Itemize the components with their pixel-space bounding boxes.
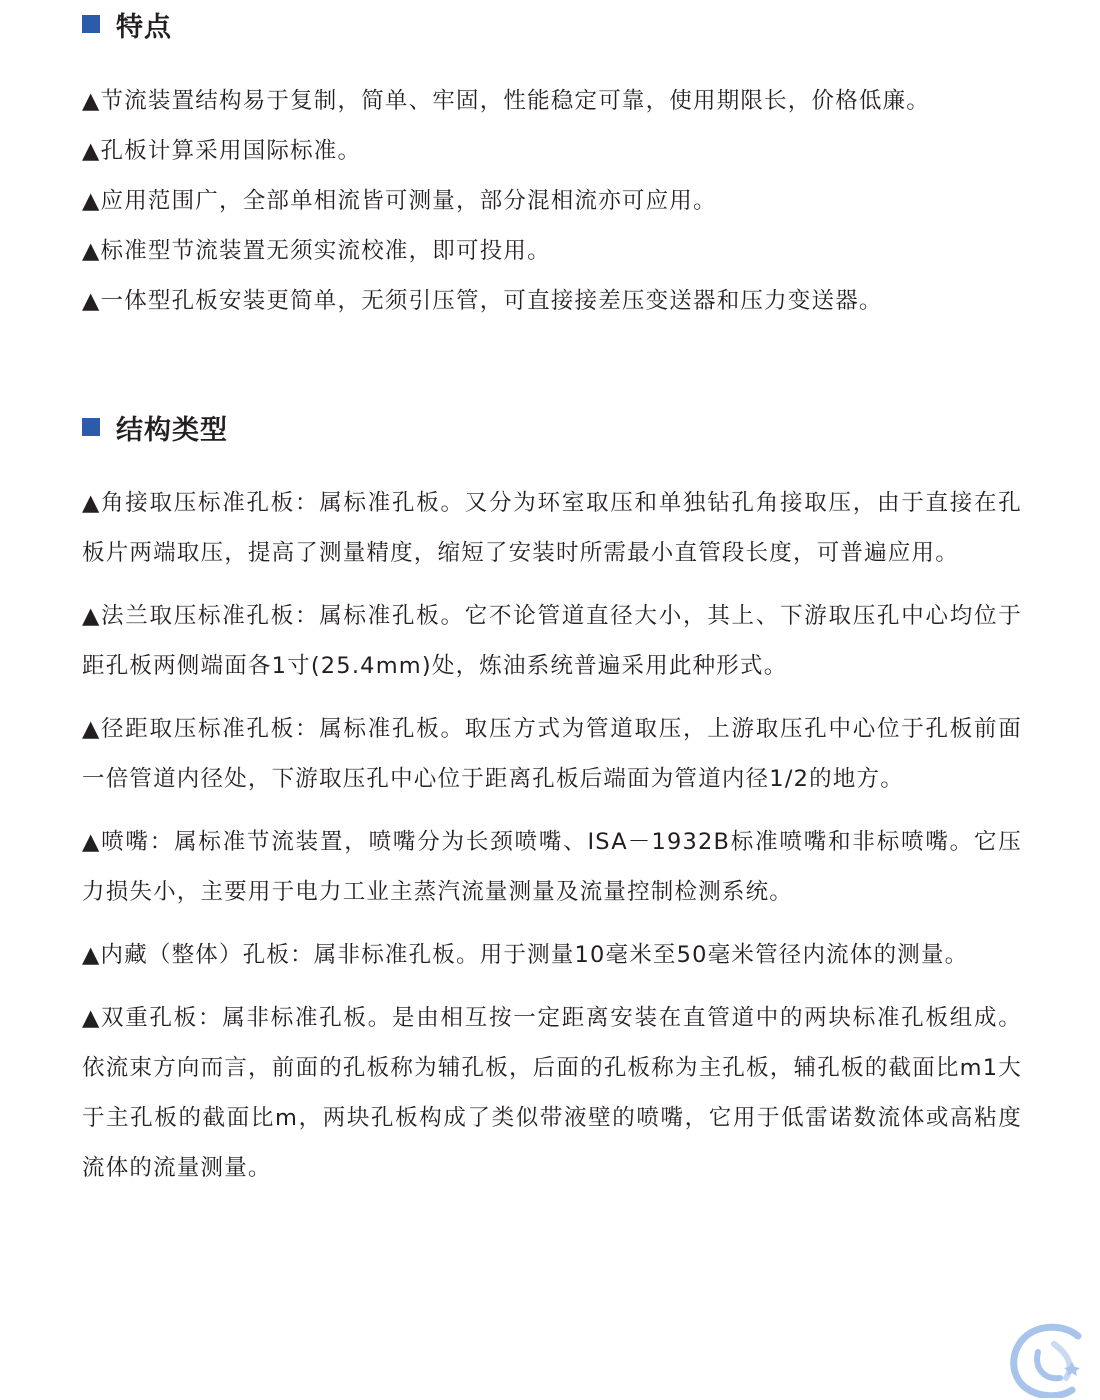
structure-type-item: ▲径距取压标准孔板：属标准孔板。取压方式为管道取压，上游取压孔中心位于孔板前面一倍管道内径处，下游取压孔中心位于距离孔板后端面为管道内径1/2的地方。	[82, 716, 1022, 792]
features-list	[82, 76, 1022, 326]
structure-type-item: ▲法兰取压标准孔板：属标准孔板。它不论管道直径大小，其上、下游取压孔中心均位于距孔板两侧端面各1寸(25.4mm)处，炼油系统普遍采用此种形式。	[82, 603, 1022, 679]
section-heading-structure-types	[82, 407, 228, 447]
section-heading-features	[82, 4, 172, 44]
feature-item: ▲孔板计算采用国际标准。	[82, 138, 362, 164]
feature-item: ▲节流装置结构易于复制，简单、牢固，性能稳定可靠，使用期限长，价格低廉。	[82, 88, 931, 114]
feature-item: ▲一体型孔板安装更简单，无须引压管，可直接接差压变送器和压力变送器。	[82, 288, 883, 314]
heading-square-icon	[82, 418, 100, 436]
section-title-structure-types: 结构类型	[116, 414, 228, 446]
structure-type-item: ▲内藏（整体）孔板：属非标准孔板。用于测量10毫米至50毫米管径内流体的测量。	[82, 942, 969, 968]
structure-type-item: ▲喷嘴：属标准节流装置，喷嘴分为长颈喷嘴、ISA－1932B标准喷嘴和非标喷嘴。它压力损失小，主要用于电力工业主蒸汽流量测量及流量控制检测系统。	[82, 829, 1022, 905]
section-title-features: 特点	[116, 11, 172, 43]
structure-type-item: ▲角接取压标准孔板：属标准孔板。又分为环室取压和单独钻孔角接取压，由于直接在孔板片两端取压，提高了测量精度，缩短了安装时所需最小直管段长度，可普遍应用。	[82, 490, 1022, 566]
watermark-logo-icon	[1008, 1322, 1086, 1398]
feature-item: ▲标准型节流装置无须实流校准，即可投用。	[82, 238, 551, 264]
feature-item: ▲应用范围广，全部单相流皆可测量，部分混相流亦可应用。	[82, 188, 717, 214]
heading-square-icon	[82, 15, 100, 33]
structure-type-item: ▲双重孔板：属非标准孔板。是由相互按一定距离安装在直管道中的两块标准孔板组成。依流束方向而言，前面的孔板称为辅孔板，后面的孔板称为主孔板，辅孔板的截面比m1大于主孔板的截面比m，两块孔板构成了类似带液壁的喷嘴，它用于低雷诺数流体或高粘度流体的流量测量。	[82, 1005, 1022, 1181]
structure-types-list	[82, 478, 1022, 1206]
